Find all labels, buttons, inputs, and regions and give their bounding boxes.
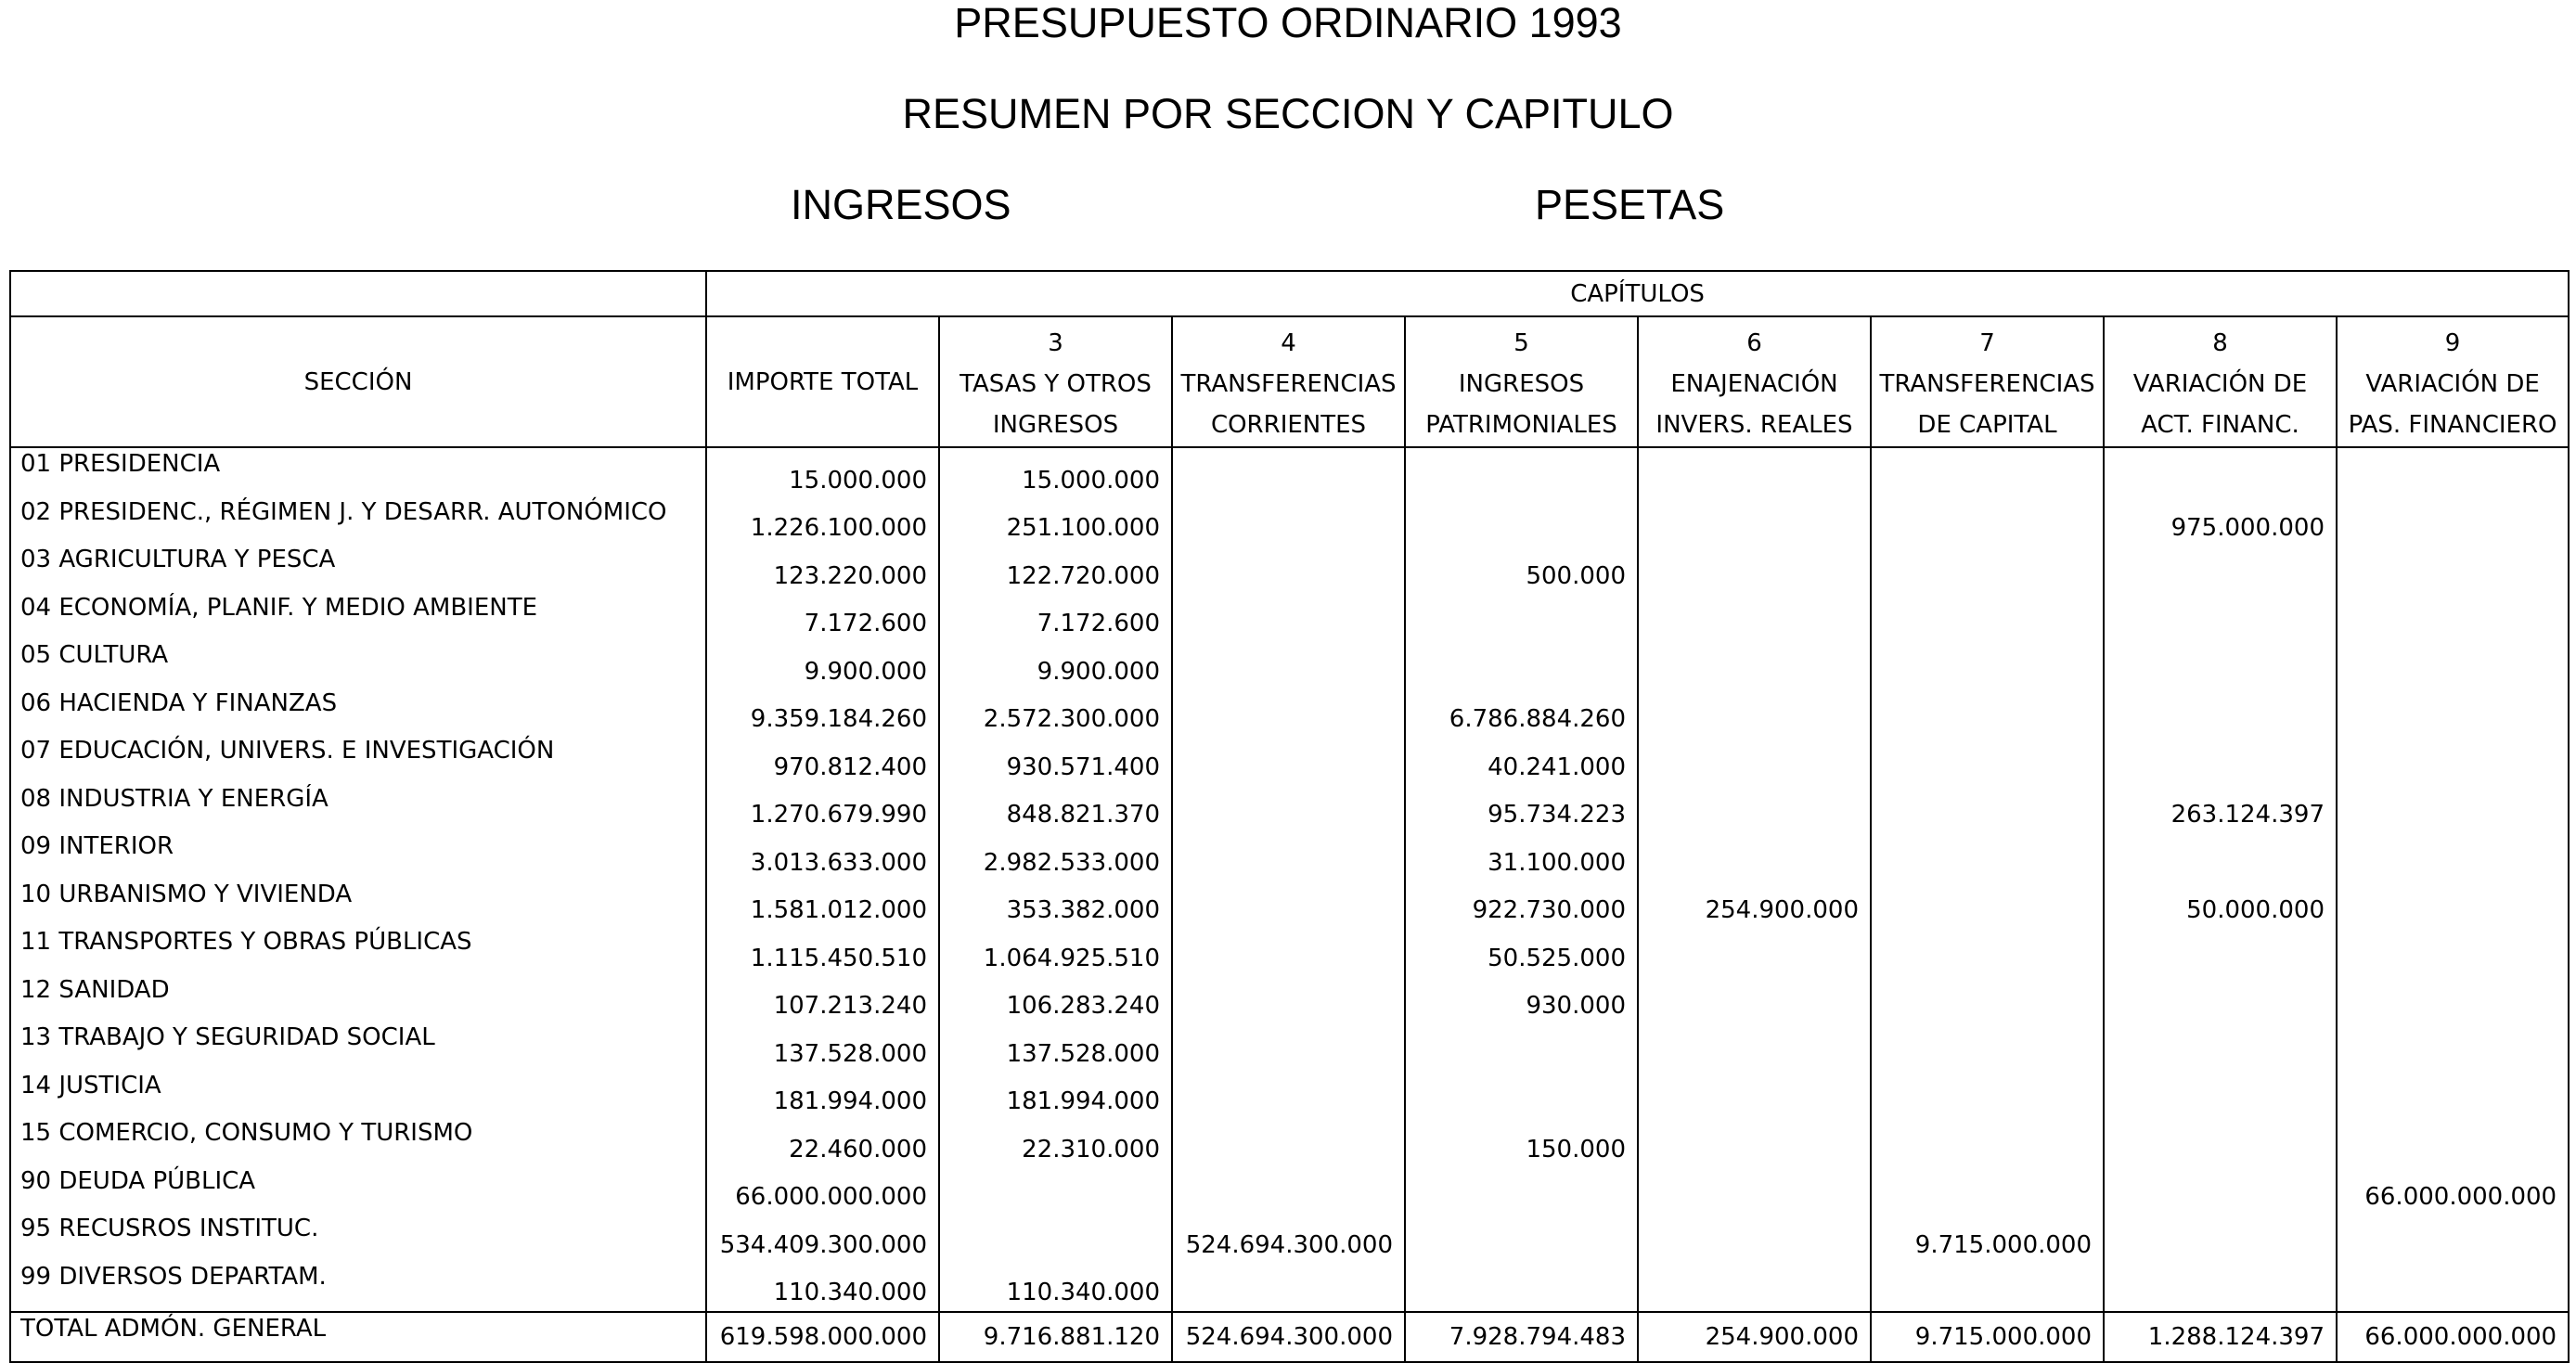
amount-chapter-6-cell (1638, 1117, 1871, 1165)
chapter-header-4 (1172, 316, 1405, 447)
chapter-label-line2: ACT. FINANC. (2141, 410, 2299, 439)
document-subtitle: RESUMEN POR SECCION Y CAPITULO (902, 90, 1674, 137)
amount-chapter-8-cell (2104, 688, 2337, 736)
amount-chapter-6-cell (1638, 974, 1871, 1022)
section-name-cell: 02 PRESIDENC., RÉGIMEN J. Y DESARR. AUTONÓMICO (10, 496, 706, 545)
section-name-cell: 04 ECONOMÍA, PLANIF. Y MEDIO AMBIENTE (10, 592, 706, 640)
chapter-number: 9 (2444, 328, 2461, 357)
category-label: INGRESOS (791, 181, 1011, 228)
chapter-label-line2: INVERS. REALES (1655, 410, 1853, 439)
chapter-label-line1: VARIACIÓN DE (2365, 369, 2540, 398)
amount-chapter-9-cell (2337, 1213, 2569, 1261)
amount-total-cell: 7.172.600 (706, 592, 939, 640)
table-row (10, 688, 2569, 736)
amount-chapter-7-cell (1871, 974, 2104, 1022)
document-title: PRESUPUESTO ORDINARIO 1993 (954, 0, 1622, 46)
amount-chapter-8-cell: 975.000.000 (2104, 496, 2337, 545)
amount-chapter-9-cell (2337, 447, 2569, 496)
amount-chapter-4-cell (1172, 496, 1405, 545)
amount-chapter-7-cell (1871, 447, 2104, 496)
amount-total-cell: 110.340.000 (706, 1261, 939, 1309)
amount-chapter-9-cell: 66.000.000.000 (2337, 1312, 2569, 1362)
budget-table (9, 270, 2570, 1363)
amount-chapter-5-cell (1405, 1022, 1638, 1070)
table-row (10, 544, 2569, 592)
amount-chapter-5-cell (1405, 447, 1638, 496)
amount-chapter-4-cell (1172, 735, 1405, 783)
section-name-cell: 11 TRANSPORTES Y OBRAS PÚBLICAS (10, 926, 706, 974)
amount-chapter-8-cell (2104, 639, 2337, 688)
amount-chapter-7-cell (1871, 1070, 2104, 1118)
section-name-cell: 99 DIVERSOS DEPARTAM. (10, 1261, 706, 1309)
section-name-cell: 15 COMERCIO, CONSUMO Y TURISMO (10, 1117, 706, 1165)
amount-chapter-3-cell: 137.528.000 (939, 1022, 1172, 1070)
amount-chapter-5-cell (1405, 1261, 1638, 1309)
amount-chapter-5-cell: 150.000 (1405, 1117, 1638, 1165)
amount-chapter-4-cell (1172, 1261, 1405, 1309)
amount-chapter-3-cell: 7.172.600 (939, 592, 1172, 640)
amount-chapter-3-cell: 122.720.000 (939, 544, 1172, 592)
section-name-cell: TOTAL ADMÓN. GENERAL (10, 1312, 706, 1362)
amount-chapter-5-cell: 6.786.884.260 (1405, 688, 1638, 736)
chapter-header-7 (1871, 316, 2104, 447)
amount-chapter-8-cell (2104, 1213, 2337, 1261)
amount-chapter-9-cell (2337, 830, 2569, 879)
amount-chapter-4-cell (1172, 639, 1405, 688)
amount-total-cell: 1.270.679.990 (706, 783, 939, 831)
chapters-group-header: CAPÍTULOS (706, 271, 2569, 316)
chapters-header-row (10, 271, 2569, 316)
amount-chapter-7-cell: 9.715.000.000 (1871, 1213, 2104, 1261)
amount-chapter-6-cell (1638, 1070, 1871, 1118)
amount-chapter-7-cell (1871, 544, 2104, 592)
amount-chapter-9-cell (2337, 1117, 2569, 1165)
amount-total-cell: 534.409.300.000 (706, 1213, 939, 1261)
chapter-number: 5 (1513, 328, 1529, 357)
amount-chapter-9-cell: 66.000.000.000 (2337, 1165, 2569, 1214)
amount-total-cell: 619.598.000.000 (706, 1312, 939, 1362)
table-row (10, 1213, 2569, 1261)
amount-chapter-5-cell (1405, 1165, 1638, 1214)
amount-chapter-5-cell: 50.525.000 (1405, 926, 1638, 974)
table-row (10, 974, 2569, 1022)
chapter-number: 7 (1979, 328, 1995, 357)
chapter-label-line2: PAS. FINANCIERO (2348, 410, 2557, 439)
amount-total-cell: 3.013.633.000 (706, 830, 939, 879)
chapter-label-line1: VARIACIÓN DE (2132, 369, 2308, 398)
amount-chapter-9-cell (2337, 688, 2569, 736)
table-row (10, 926, 2569, 974)
amount-chapter-7-cell (1871, 783, 2104, 831)
amount-total-cell: 970.812.400 (706, 735, 939, 783)
chapter-label-line1: TRANSFERENCIAS (1180, 369, 1397, 398)
amount-chapter-6-cell (1638, 592, 1871, 640)
amount-chapter-9-cell (2337, 879, 2569, 927)
table-row (10, 783, 2569, 831)
amount-chapter-5-cell (1405, 496, 1638, 545)
chapter-number: 6 (1746, 328, 1762, 357)
amount-chapter-4-cell (1172, 544, 1405, 592)
amount-chapter-4-cell (1172, 1165, 1405, 1214)
amount-chapter-3-cell: 2.572.300.000 (939, 688, 1172, 736)
amount-chapter-8-cell (2104, 1261, 2337, 1309)
chapter-label-line2: PATRIMONIALES (1425, 410, 1617, 439)
amount-chapter-7-cell (1871, 592, 2104, 640)
amount-chapter-5-cell (1405, 1213, 1638, 1261)
amount-chapter-5-cell: 40.241.000 (1405, 735, 1638, 783)
amount-chapter-8-cell (2104, 1022, 2337, 1070)
amount-chapter-8-cell: 1.288.124.397 (2104, 1312, 2337, 1362)
amount-chapter-5-cell: 922.730.000 (1405, 879, 1638, 927)
chapter-label-line2: INGRESOS (992, 410, 1119, 439)
amount-chapter-4-cell (1172, 1022, 1405, 1070)
amount-chapter-6-cell (1638, 1213, 1871, 1261)
amount-chapter-3-cell (939, 1165, 1172, 1214)
section-name-cell: 95 RECUSROS INSTITUC. (10, 1213, 706, 1261)
amount-chapter-3-cell (939, 1213, 1172, 1261)
amount-total-cell: 9.359.184.260 (706, 688, 939, 736)
total-row (10, 1312, 2569, 1362)
amount-total-cell: 123.220.000 (706, 544, 939, 592)
amount-chapter-7-cell (1871, 735, 2104, 783)
section-name-cell: 90 DEUDA PÚBLICA (10, 1165, 706, 1214)
amount-chapter-9-cell (2337, 496, 2569, 545)
amount-chapter-3-cell: 106.283.240 (939, 974, 1172, 1022)
amount-chapter-6-cell (1638, 1022, 1871, 1070)
table-row (10, 1070, 2569, 1118)
chapter-header-5 (1405, 316, 1638, 447)
amount-chapter-5-cell (1405, 639, 1638, 688)
amount-chapter-6-cell: 254.900.000 (1638, 1312, 1871, 1362)
amount-total-cell: 181.994.000 (706, 1070, 939, 1118)
amount-chapter-6-cell (1638, 1165, 1871, 1214)
amount-chapter-4-cell (1172, 1117, 1405, 1165)
chapter-label-line1: INGRESOS (1458, 369, 1585, 398)
amount-chapter-4-cell (1172, 688, 1405, 736)
amount-chapter-7-cell (1871, 496, 2104, 545)
total-header: IMPORTE TOTAL (706, 316, 939, 447)
amount-chapter-9-cell (2337, 639, 2569, 688)
amount-chapter-6-cell (1638, 735, 1871, 783)
amount-chapter-3-cell: 2.982.533.000 (939, 830, 1172, 879)
table-row (10, 1165, 2569, 1214)
amount-chapter-7-cell (1871, 1117, 2104, 1165)
amount-total-cell: 1.226.100.000 (706, 496, 939, 545)
table-row (10, 496, 2569, 545)
table-row (10, 1117, 2569, 1165)
amount-chapter-4-cell: 524.694.300.000 (1172, 1312, 1405, 1362)
amount-chapter-8-cell (2104, 735, 2337, 783)
amount-chapter-4-cell (1172, 879, 1405, 927)
amount-chapter-7-cell (1871, 1261, 2104, 1309)
table-row (10, 830, 2569, 879)
amount-chapter-7-cell (1871, 1022, 2104, 1070)
amount-chapter-4-cell (1172, 974, 1405, 1022)
section-name-cell: 12 SANIDAD (10, 974, 706, 1022)
amount-chapter-5-cell: 7.928.794.483 (1405, 1312, 1638, 1362)
table-row (10, 447, 2569, 496)
amount-chapter-9-cell (2337, 974, 2569, 1022)
amount-total-cell: 9.900.000 (706, 639, 939, 688)
section-name-cell: 14 JUSTICIA (10, 1070, 706, 1118)
amount-chapter-6-cell (1638, 496, 1871, 545)
amount-chapter-6-cell (1638, 544, 1871, 592)
amount-chapter-6-cell (1638, 783, 1871, 831)
amount-chapter-3-cell: 22.310.000 (939, 1117, 1172, 1165)
amount-chapter-9-cell (2337, 1261, 2569, 1309)
currency-label: PESETAS (1535, 181, 1725, 228)
chapter-number: 3 (1048, 328, 1063, 357)
amount-chapter-3-cell: 15.000.000 (939, 447, 1172, 496)
amount-chapter-9-cell (2337, 592, 2569, 640)
amount-chapter-9-cell (2337, 1022, 2569, 1070)
table-row (10, 592, 2569, 640)
amount-chapter-3-cell: 251.100.000 (939, 496, 1172, 545)
table-row (10, 1261, 2569, 1309)
chapter-number: 8 (2212, 328, 2228, 357)
amount-total-cell: 22.460.000 (706, 1117, 939, 1165)
amount-chapter-7-cell: 9.715.000.000 (1871, 1312, 2104, 1362)
amount-chapter-9-cell (2337, 926, 2569, 974)
amount-chapter-7-cell (1871, 830, 2104, 879)
amount-chapter-3-cell: 9.900.000 (939, 639, 1172, 688)
amount-total-cell: 1.115.450.510 (706, 926, 939, 974)
amount-chapter-3-cell: 353.382.000 (939, 879, 1172, 927)
column-header-row (10, 316, 2569, 447)
amount-total-cell: 137.528.000 (706, 1022, 939, 1070)
amount-chapter-4-cell (1172, 830, 1405, 879)
amount-chapter-6-cell: 254.900.000 (1638, 879, 1871, 927)
chapter-header-3 (939, 316, 1172, 447)
amount-chapter-9-cell (2337, 735, 2569, 783)
amount-chapter-3-cell: 848.821.370 (939, 783, 1172, 831)
table-row (10, 639, 2569, 688)
section-name-cell: 13 TRABAJO Y SEGURIDAD SOCIAL (10, 1022, 706, 1070)
amount-chapter-9-cell (2337, 783, 2569, 831)
section-name-cell: 06 HACIENDA Y FINANZAS (10, 688, 706, 736)
chapter-label-line1: ENAJENACIÓN (1670, 369, 1838, 398)
chapter-label-line2: DE CAPITAL (1917, 410, 2057, 439)
section-name-cell: 10 URBANISMO Y VIVIENDA (10, 879, 706, 927)
amount-chapter-5-cell (1405, 592, 1638, 640)
amount-chapter-7-cell (1871, 639, 2104, 688)
section-name-cell: 08 INDUSTRIA Y ENERGÍA (10, 783, 706, 831)
amount-chapter-3-cell: 9.716.881.120 (939, 1312, 1172, 1362)
amount-chapter-4-cell (1172, 926, 1405, 974)
amount-chapter-8-cell (2104, 1165, 2337, 1214)
amount-chapter-7-cell (1871, 926, 2104, 974)
table-row (10, 879, 2569, 927)
amount-chapter-4-cell (1172, 447, 1405, 496)
amount-chapter-8-cell (2104, 447, 2337, 496)
amount-chapter-7-cell (1871, 688, 2104, 736)
table-row (10, 1022, 2569, 1070)
amount-chapter-8-cell (2104, 592, 2337, 640)
budget-table-body (10, 271, 2569, 1362)
amount-chapter-5-cell: 500.000 (1405, 544, 1638, 592)
amount-total-cell: 107.213.240 (706, 974, 939, 1022)
table-row (10, 735, 2569, 783)
amount-chapter-5-cell: 95.734.223 (1405, 783, 1638, 831)
amount-chapter-8-cell: 263.124.397 (2104, 783, 2337, 831)
chapter-number: 4 (1281, 328, 1296, 357)
section-name-cell: 07 EDUCACIÓN, UNIVERS. E INVESTIGACIÓN (10, 735, 706, 783)
chapter-label-line1: TASAS Y OTROS (960, 369, 1152, 398)
amount-chapter-8-cell (2104, 926, 2337, 974)
amount-chapter-4-cell (1172, 1070, 1405, 1118)
section-name-cell: 05 CULTURA (10, 639, 706, 688)
chapter-header-8 (2104, 316, 2337, 447)
amount-chapter-5-cell: 31.100.000 (1405, 830, 1638, 879)
amount-chapter-6-cell (1638, 830, 1871, 879)
section-name-cell: 09 INTERIOR (10, 830, 706, 879)
amount-chapter-8-cell: 50.000.000 (2104, 879, 2337, 927)
amount-total-cell: 66.000.000.000 (706, 1165, 939, 1214)
amount-chapter-8-cell (2104, 1117, 2337, 1165)
amount-chapter-9-cell (2337, 1070, 2569, 1118)
amount-chapter-3-cell: 930.571.400 (939, 735, 1172, 783)
chapter-label-line2: CORRIENTES (1210, 410, 1367, 439)
amount-chapter-3-cell: 181.994.000 (939, 1070, 1172, 1118)
chapter-label-line1: TRANSFERENCIAS (1879, 369, 2095, 398)
amount-chapter-3-cell: 1.064.925.510 (939, 926, 1172, 974)
amount-chapter-9-cell (2337, 544, 2569, 592)
amount-chapter-7-cell (1871, 1165, 2104, 1214)
amount-chapter-6-cell (1638, 1261, 1871, 1309)
section-name-cell: 03 AGRICULTURA Y PESCA (10, 544, 706, 592)
section-header: SECCIÓN (10, 316, 706, 447)
amount-chapter-6-cell (1638, 688, 1871, 736)
amount-chapter-5-cell: 930.000 (1405, 974, 1638, 1022)
section-name-cell: 01 PRESIDENCIA (10, 447, 706, 496)
amount-chapter-4-cell (1172, 592, 1405, 640)
amount-total-cell: 1.581.012.000 (706, 879, 939, 927)
blank-header-cell (10, 271, 706, 316)
amount-total-cell: 15.000.000 (706, 447, 939, 496)
amount-chapter-4-cell (1172, 783, 1405, 831)
amount-chapter-5-cell (1405, 1070, 1638, 1118)
chapter-header-9 (2337, 316, 2569, 447)
amount-chapter-6-cell (1638, 447, 1871, 496)
amount-chapter-4-cell: 524.694.300.000 (1172, 1213, 1405, 1261)
amount-chapter-8-cell (2104, 1070, 2337, 1118)
amount-chapter-6-cell (1638, 926, 1871, 974)
amount-chapter-3-cell: 110.340.000 (939, 1261, 1172, 1309)
chapter-header-6 (1638, 316, 1871, 447)
amount-chapter-6-cell (1638, 639, 1871, 688)
amount-chapter-8-cell (2104, 974, 2337, 1022)
amount-chapter-8-cell (2104, 830, 2337, 879)
amount-chapter-8-cell (2104, 544, 2337, 592)
amount-chapter-7-cell (1871, 879, 2104, 927)
